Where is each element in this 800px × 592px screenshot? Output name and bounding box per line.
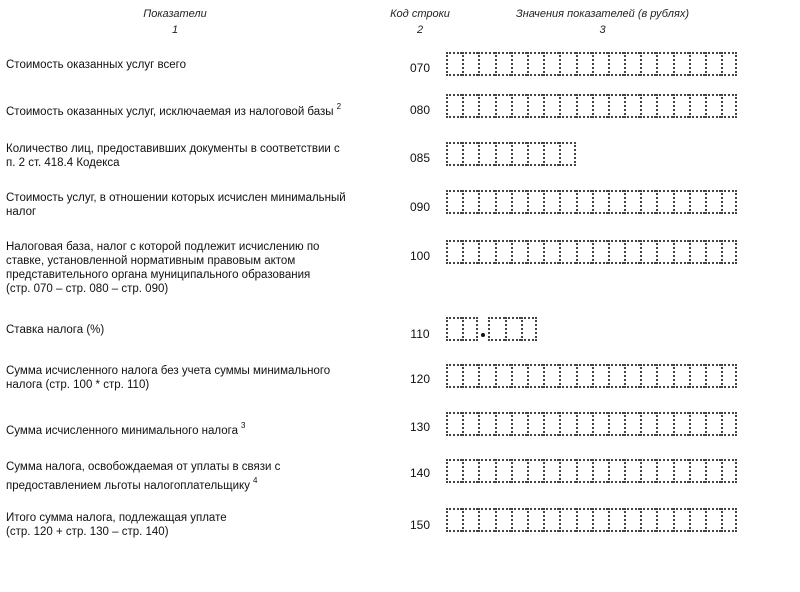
digit-cell[interactable] xyxy=(495,52,511,76)
row-120-label-line: Сумма исчисленного налога без учета суммы минимального xyxy=(6,365,331,377)
col2-header-number: 2 xyxy=(416,24,424,36)
digit-cell[interactable] xyxy=(478,94,494,118)
digit-cell[interactable] xyxy=(624,52,640,76)
digit-cell[interactable] xyxy=(656,240,672,264)
digit-cell[interactable] xyxy=(511,412,527,436)
row-140-label xyxy=(6,460,280,493)
row-130-value-cells[interactable] xyxy=(446,412,737,436)
row-090-value-cells[interactable] xyxy=(446,190,737,214)
digit-cell[interactable] xyxy=(495,412,511,436)
row-085-label-line: п. 2 ст. 418.4 Кодекса xyxy=(6,157,120,169)
digit-cell[interactable] xyxy=(656,190,672,214)
digit-cell[interactable] xyxy=(527,94,543,118)
digit-cell[interactable] xyxy=(592,508,608,532)
digit-cell[interactable] xyxy=(559,190,575,214)
digit-cell[interactable] xyxy=(689,94,705,118)
row-080-value-cells[interactable] xyxy=(446,94,737,118)
digit-cell[interactable] xyxy=(592,240,608,264)
digit-cell[interactable] xyxy=(462,190,478,214)
digit-cell[interactable] xyxy=(689,508,705,532)
digit-cell[interactable] xyxy=(543,190,559,214)
digit-cell[interactable] xyxy=(576,459,592,483)
digit-cell[interactable] xyxy=(559,508,575,532)
col2-header-title: Код строки xyxy=(390,8,450,20)
row-090-label xyxy=(6,191,346,219)
row-090-label-line: Стоимость услуг, в отношении которых исчислен минимальный xyxy=(6,192,346,204)
row-110-label xyxy=(6,323,104,337)
row-130-label-line: Сумма исчисленного минимального налога xyxy=(6,425,238,437)
digit-cell[interactable] xyxy=(608,94,624,118)
row-070-value-cells[interactable] xyxy=(446,52,737,76)
digit-cell[interactable] xyxy=(592,52,608,76)
digit-cell[interactable] xyxy=(624,412,640,436)
digit-cell[interactable] xyxy=(624,240,640,264)
digit-cell[interactable] xyxy=(495,459,511,483)
digit-cell[interactable] xyxy=(488,317,504,341)
digit-cell[interactable] xyxy=(673,190,689,214)
row-100-label-line: представительного органа муниципального образования xyxy=(6,269,311,281)
digit-cell[interactable] xyxy=(640,459,656,483)
row-080-label-line: Стоимость оказанных услуг, исключаемая из налоговой базы xyxy=(6,106,334,118)
digit-cell[interactable] xyxy=(705,459,721,483)
digit-cell[interactable] xyxy=(559,240,575,264)
digit-cell[interactable] xyxy=(462,240,478,264)
digit-cell[interactable] xyxy=(527,364,543,388)
digit-cell[interactable] xyxy=(576,508,592,532)
digit-cell[interactable] xyxy=(543,412,559,436)
digit-cell[interactable] xyxy=(576,412,592,436)
digit-cell[interactable] xyxy=(576,364,592,388)
row-150-code: 150 xyxy=(409,518,431,532)
digit-cell[interactable] xyxy=(608,459,624,483)
digit-cell[interactable] xyxy=(527,52,543,76)
digit-cell[interactable] xyxy=(478,52,494,76)
digit-cell[interactable] xyxy=(705,508,721,532)
digit-cell[interactable] xyxy=(705,240,721,264)
digit-cell[interactable] xyxy=(640,94,656,118)
digit-cell[interactable] xyxy=(543,508,559,532)
row-120-label xyxy=(6,364,330,392)
digit-cell[interactable] xyxy=(576,94,592,118)
row-150-label-line: Итого сумма налога, подлежащая уплате xyxy=(6,512,227,524)
col1-header-number: 1 xyxy=(171,24,179,36)
digit-cell[interactable] xyxy=(505,317,521,341)
digit-cell[interactable] xyxy=(446,508,462,532)
digit-cell[interactable] xyxy=(576,240,592,264)
row-100-value-cells[interactable] xyxy=(446,240,737,264)
row-140-value-cells[interactable] xyxy=(446,459,737,483)
digit-cell[interactable] xyxy=(624,459,640,483)
digit-cell[interactable] xyxy=(446,52,462,76)
digit-cell[interactable] xyxy=(478,412,494,436)
digit-cell[interactable] xyxy=(527,412,543,436)
digit-cell[interactable] xyxy=(495,364,511,388)
row-080-code: 080 xyxy=(409,103,431,117)
footnote-marker: 4 xyxy=(252,476,258,485)
digit-cell[interactable] xyxy=(462,459,478,483)
digit-cell[interactable] xyxy=(705,190,721,214)
digit-cell[interactable] xyxy=(495,240,511,264)
digit-cell[interactable] xyxy=(495,508,511,532)
digit-cell[interactable] xyxy=(608,52,624,76)
digit-cell[interactable] xyxy=(624,190,640,214)
digit-cell[interactable] xyxy=(640,190,656,214)
digit-cell[interactable] xyxy=(446,317,462,341)
row-070-code: 070 xyxy=(409,61,431,75)
digit-cell[interactable] xyxy=(721,364,737,388)
digit-cell[interactable] xyxy=(511,52,527,76)
digit-cell[interactable] xyxy=(705,94,721,118)
footnote-marker: 2 xyxy=(336,102,342,111)
row-100-label-line: Налоговая база, налог с которой подлежит исчислению по xyxy=(6,241,320,253)
digit-cell[interactable] xyxy=(608,364,624,388)
digit-cell[interactable] xyxy=(689,459,705,483)
digit-cell[interactable] xyxy=(478,459,494,483)
digit-cell[interactable] xyxy=(446,142,462,166)
digit-cell[interactable] xyxy=(689,190,705,214)
row-085-label-line: Количество лиц, предоставивших документы в соответствии с xyxy=(6,143,340,155)
row-150-label-line: (стр. 120 + стр. 130 – стр. 140) xyxy=(6,526,169,538)
row-130-code: 130 xyxy=(409,420,431,434)
digit-cell[interactable] xyxy=(511,364,527,388)
digit-cell[interactable] xyxy=(673,52,689,76)
digit-cell[interactable] xyxy=(527,142,543,166)
digit-cell[interactable] xyxy=(462,317,478,341)
digit-cell[interactable] xyxy=(673,364,689,388)
digit-cell[interactable] xyxy=(495,142,511,166)
digit-cell[interactable] xyxy=(640,240,656,264)
row-130-label xyxy=(6,419,245,438)
row-080-label xyxy=(6,100,341,119)
digit-cell[interactable] xyxy=(673,240,689,264)
digit-cell[interactable] xyxy=(673,459,689,483)
col1-header-title: Показатели xyxy=(143,8,207,20)
digit-cell[interactable] xyxy=(527,190,543,214)
digit-cell[interactable] xyxy=(446,412,462,436)
digit-cell[interactable] xyxy=(721,94,737,118)
digit-cell[interactable] xyxy=(721,508,737,532)
digit-cell[interactable] xyxy=(592,412,608,436)
digit-cell[interactable] xyxy=(608,240,624,264)
digit-cell[interactable] xyxy=(462,52,478,76)
digit-cell[interactable] xyxy=(543,240,559,264)
digit-cell[interactable] xyxy=(624,94,640,118)
digit-cell[interactable] xyxy=(721,190,737,214)
row-120-code: 120 xyxy=(409,372,431,386)
row-085-code: 085 xyxy=(409,151,431,165)
row-100-label-line: ставке, установленной нормативным правовым актом xyxy=(6,255,296,267)
digit-cell[interactable] xyxy=(527,240,543,264)
digit-cell[interactable] xyxy=(511,459,527,483)
digit-cell[interactable] xyxy=(689,364,705,388)
row-110-code: 110 xyxy=(410,327,430,341)
digit-cell[interactable] xyxy=(640,364,656,388)
digit-cell[interactable] xyxy=(446,364,462,388)
digit-cell[interactable] xyxy=(576,190,592,214)
digit-cell[interactable] xyxy=(478,190,494,214)
col3-header-title: Значения показателей (в рублях) xyxy=(515,8,689,20)
row-070-label xyxy=(6,58,186,72)
digit-cell[interactable] xyxy=(478,142,494,166)
row-110-label-line: Ставка налога (%) xyxy=(6,324,105,336)
digit-cell[interactable] xyxy=(559,94,575,118)
digit-cell[interactable] xyxy=(462,412,478,436)
col3-header-number: 3 xyxy=(599,24,606,36)
digit-cell[interactable] xyxy=(446,94,462,118)
digit-cell[interactable] xyxy=(478,508,494,532)
row-100-label-line: (стр. 070 – стр. 080 – стр. 090) xyxy=(6,283,169,295)
row-140-code: 140 xyxy=(409,466,431,480)
digit-cell[interactable] xyxy=(446,190,462,214)
digit-cell[interactable] xyxy=(721,412,737,436)
digit-cell[interactable] xyxy=(511,190,527,214)
digit-cell[interactable] xyxy=(608,190,624,214)
digit-cell[interactable] xyxy=(559,459,575,483)
digit-cell[interactable] xyxy=(543,52,559,76)
digit-cell[interactable] xyxy=(656,52,672,76)
digit-cell[interactable] xyxy=(705,52,721,76)
digit-cell[interactable] xyxy=(527,508,543,532)
digit-cell[interactable] xyxy=(559,412,575,436)
row-100-code: 100 xyxy=(409,249,431,263)
digit-cell[interactable] xyxy=(543,142,559,166)
digit-cell[interactable] xyxy=(608,412,624,436)
row-090-label-line: налог xyxy=(6,206,37,218)
row-150-value-cells[interactable] xyxy=(446,508,737,532)
row-150-label xyxy=(6,511,227,539)
digit-cell[interactable] xyxy=(656,508,672,532)
digit-cell[interactable] xyxy=(511,94,527,118)
digit-cell[interactable] xyxy=(543,364,559,388)
digit-cell[interactable] xyxy=(559,364,575,388)
digit-cell[interactable] xyxy=(478,240,494,264)
digit-cell[interactable] xyxy=(705,364,721,388)
digit-cell[interactable] xyxy=(462,142,478,166)
digit-cell[interactable] xyxy=(521,317,537,341)
digit-cell[interactable] xyxy=(478,364,494,388)
digit-cell[interactable] xyxy=(673,508,689,532)
digit-cell[interactable] xyxy=(511,240,527,264)
digit-cell[interactable] xyxy=(592,364,608,388)
digit-cell[interactable] xyxy=(592,459,608,483)
digit-cell[interactable] xyxy=(462,364,478,388)
digit-cell[interactable] xyxy=(640,52,656,76)
digit-cell[interactable] xyxy=(592,190,608,214)
digit-cell[interactable] xyxy=(640,508,656,532)
digit-cell[interactable] xyxy=(624,364,640,388)
digit-cell[interactable] xyxy=(576,52,592,76)
digit-cell[interactable] xyxy=(559,52,575,76)
digit-cell[interactable] xyxy=(495,190,511,214)
row-110-value-cells[interactable] xyxy=(446,317,537,341)
digit-cell[interactable] xyxy=(624,508,640,532)
digit-cell[interactable] xyxy=(543,94,559,118)
row-140-label-line: предоставлением льготы налогоплательщику xyxy=(6,480,250,492)
digit-cell[interactable] xyxy=(527,459,543,483)
digit-cell[interactable] xyxy=(721,240,737,264)
row-100-label xyxy=(6,240,319,296)
digit-cell[interactable] xyxy=(673,94,689,118)
row-140-label-line: Сумма налога, освобождаемая от уплаты в связи с xyxy=(6,461,281,473)
digit-cell[interactable] xyxy=(511,508,527,532)
digit-cell[interactable] xyxy=(462,94,478,118)
digit-cell[interactable] xyxy=(689,412,705,436)
digit-cell[interactable] xyxy=(656,459,672,483)
digit-cell[interactable] xyxy=(721,459,737,483)
digit-cell[interactable] xyxy=(543,459,559,483)
digit-cell[interactable] xyxy=(495,94,511,118)
row-120-value-cells[interactable] xyxy=(446,364,737,388)
digit-cell[interactable] xyxy=(559,142,575,166)
digit-cell[interactable] xyxy=(640,412,656,436)
digit-cell[interactable] xyxy=(656,412,672,436)
digit-cell[interactable] xyxy=(705,412,721,436)
digit-cell[interactable] xyxy=(656,94,672,118)
row-070-label-line: Стоимость оказанных услуг всего xyxy=(6,59,186,71)
footnote-marker: 3 xyxy=(240,421,246,430)
decimal-point xyxy=(478,317,488,341)
digit-cell[interactable] xyxy=(673,412,689,436)
row-090-code: 090 xyxy=(409,200,431,214)
digit-cell[interactable] xyxy=(721,52,737,76)
row-085-label xyxy=(6,142,340,170)
digit-cell[interactable] xyxy=(656,364,672,388)
digit-cell[interactable] xyxy=(446,240,462,264)
digit-cell[interactable] xyxy=(689,52,705,76)
digit-cell[interactable] xyxy=(689,240,705,264)
digit-cell[interactable] xyxy=(446,459,462,483)
digit-cell[interactable] xyxy=(592,94,608,118)
digit-cell[interactable] xyxy=(511,142,527,166)
digit-cell[interactable] xyxy=(462,508,478,532)
row-120-label-line: налога (стр. 100 * стр. 110) xyxy=(6,379,150,391)
digit-cell[interactable] xyxy=(608,508,624,532)
row-085-value-cells[interactable] xyxy=(446,142,576,166)
